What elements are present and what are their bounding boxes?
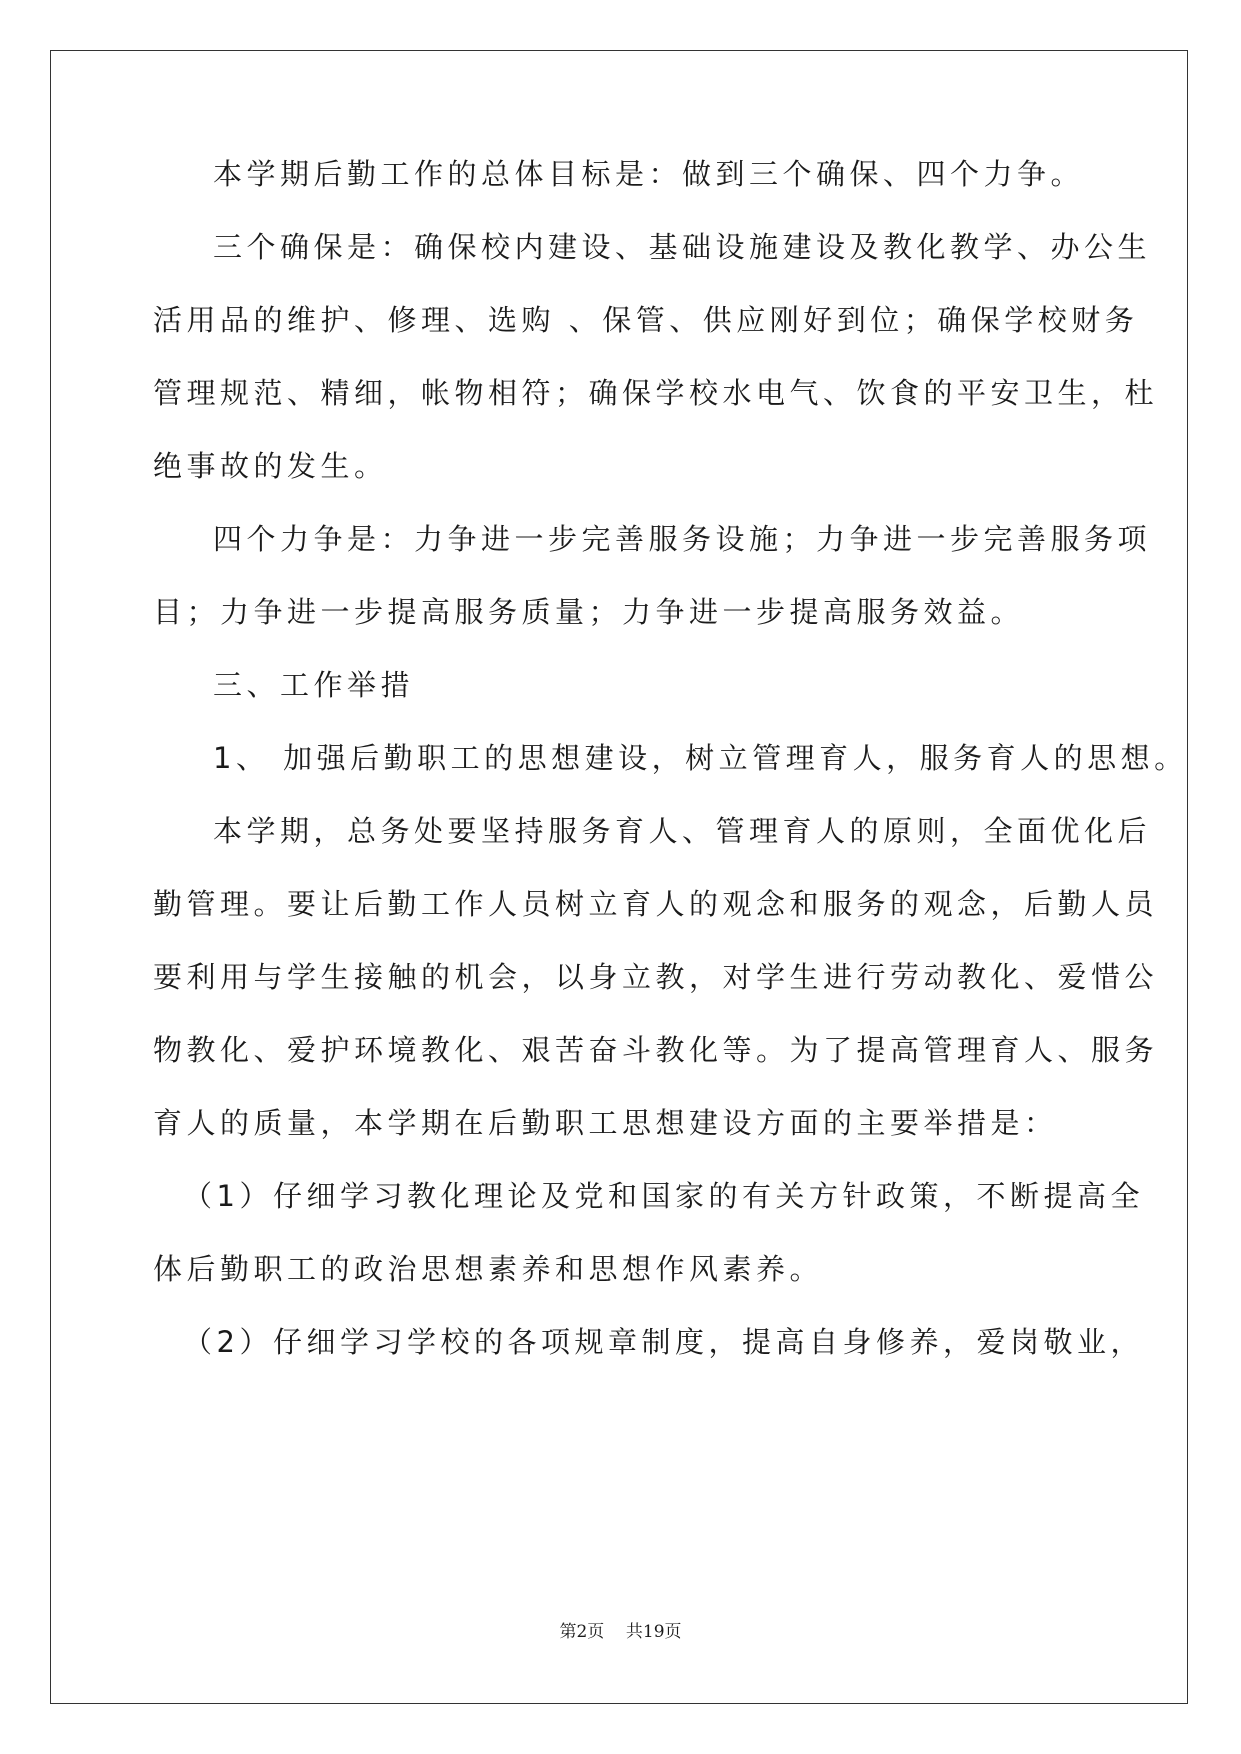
page-footer: [0, 1624, 1241, 1641]
paragraph-line: 要利用与学生接触的机会，以身立教，对学生进行劳动教化、爱惜公: [153, 960, 1159, 994]
paragraph-line: 勤管理。要让后勤工作人员树立育人的观念和服务的观念，后勤人员: [153, 887, 1159, 921]
list-item-line: （2）仔细学习学校的各项规章制度，提高自身修养，爱岗敬业，: [183, 1325, 1144, 1359]
paragraph-line: 三个确保是：确保校内建设、基础设施建设及教化教学、办公生: [213, 230, 1152, 264]
paragraph-line: 本学期，总务处要坚持服务育人、管理育人的原则，全面优化后: [213, 814, 1152, 848]
paragraph-line: 目；力争进一步提高服务质量；力争进一步提高服务效益。: [153, 595, 1025, 629]
paragraph-line: 绝事故的发生。: [153, 449, 388, 483]
list-item-line: （1）仔细学习教化理论及党和国家的有关方针政策，不断提高全: [183, 1179, 1144, 1213]
paragraph-line: 四个力争是：力争进一步完善服务设施；力争进一步完善服务项: [213, 522, 1152, 556]
page-border: [50, 50, 1188, 1704]
page-total: 共19页: [625, 1622, 682, 1642]
paragraph-line: 物教化、爱护环境教化、艰苦奋斗教化等。为了提高管理育人、服务: [153, 1033, 1159, 1067]
subsection-heading: 1、 加强后勤职工的思想建设，树立管理育人，服务育人的思想。: [213, 741, 1188, 775]
paragraph-line: 活用品的维护、修理、选购 、保管、供应刚好到位；确保学校财务: [153, 303, 1139, 337]
paragraph-line: 管理规范、精细，帐物相符；确保学校水电气、饮食的平安卫生，杜: [153, 376, 1159, 410]
list-item-line: 体后勤职工的政治思想素养和思想作风素养。: [153, 1252, 824, 1286]
page-number: 第2页: [559, 1622, 605, 1642]
paragraph-line: 本学期后勤工作的总体目标是：做到三个确保、四个力争。: [213, 157, 1085, 191]
section-heading: 三、工作举措: [213, 668, 415, 702]
paragraph-line: 育人的质量，本学期在后勤职工思想建设方面的主要举措是：: [153, 1106, 1058, 1140]
